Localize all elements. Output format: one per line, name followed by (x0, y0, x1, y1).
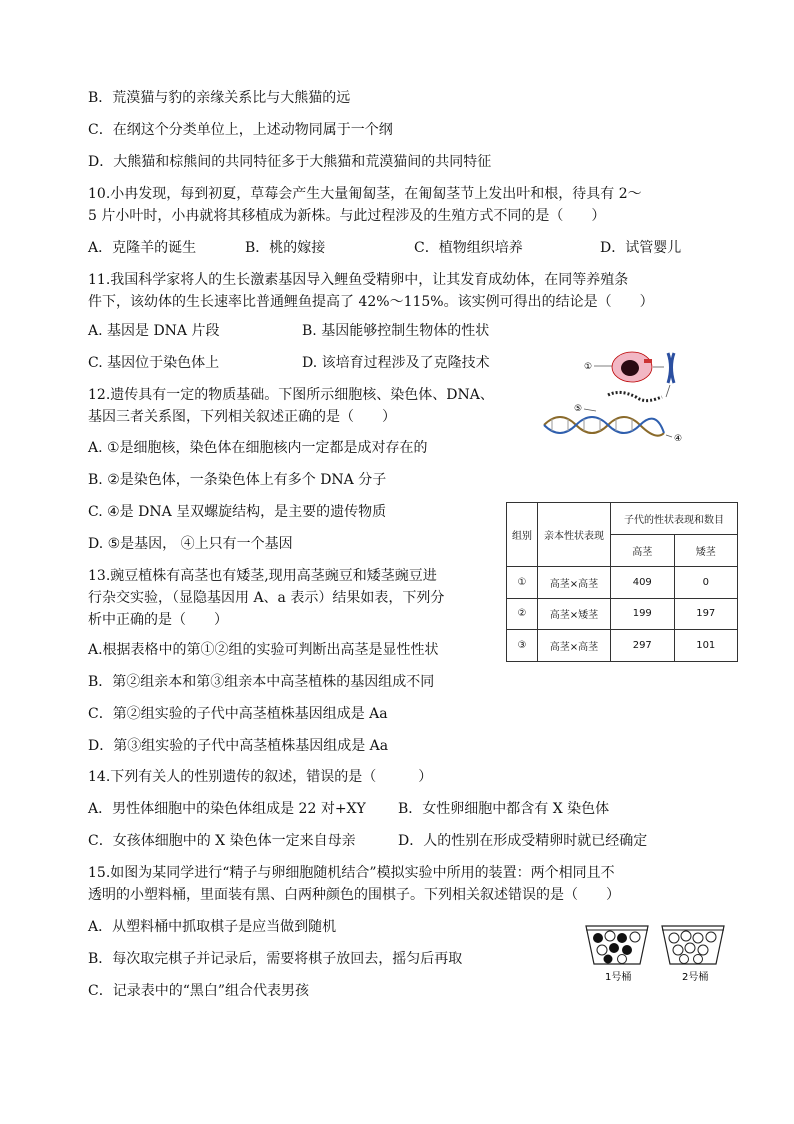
q15-buckets-diagram (580, 920, 730, 990)
q15-option-c: C．记录表中的“黑白”组合代表男孩 (88, 983, 310, 999)
q14-stem: 14.下列有关人的性别遗传的叙述，错误的是（ ） (88, 769, 433, 785)
q12-label-1: ① (584, 362, 593, 372)
q9-option-b: B．荒漠猫与豹的亲缘关系比与大熊猫的远 (88, 90, 351, 106)
q12-option-d: D. ⑤是基因， ④上只有一个基因 (88, 536, 293, 552)
q14-option-c: C．女孩体细胞中的 X 染色体一定来自母亲 (88, 833, 356, 849)
cell-group: ① (507, 567, 538, 599)
coiled-dna-shape (608, 392, 662, 400)
table-row (507, 598, 738, 630)
q11-option-a: A. 基因是 DNA 片段 (88, 323, 220, 339)
header-offspring: 子代的性状表现和数目 (611, 503, 738, 535)
q13-stem-line1: 13.豌豆植株有高茎也有矮茎,现用高茎豌豆和矮茎豌豆进 (88, 568, 437, 584)
q10-option-d: D．试管婴儿 (600, 240, 682, 256)
q12-option-b: B. ②是染色体，一条染色体上有多个 DNA 分子 (88, 472, 387, 488)
q14-option-d: D．人的性别在形成受精卵时就已经确定 (398, 833, 648, 849)
q13-option-a: A.根据表格中的第①②组的实验可判断出高茎是显性性状 (88, 642, 439, 658)
q12-stem-line2: 基因三者关系图，下列相关叙述正确的是（ ） (88, 409, 396, 425)
q13-results-table (506, 502, 738, 662)
cell-short: 197 (674, 598, 738, 630)
header-parents: 亲本性状表现 (538, 503, 611, 567)
cell-tall: 199 (611, 598, 675, 630)
cell-group: ② (507, 598, 538, 630)
q13-option-b: B．第②组亲本和第③组亲本中高茎植株的基因组成不同 (88, 674, 435, 690)
cell-short: 0 (674, 567, 738, 599)
q10-option-b: B．桃的嫁接 (245, 240, 326, 256)
q12-option-a: A. ①是细胞核，染色体在细胞核内一定都是成对存在的 (88, 440, 428, 456)
q11-stem-line2: 件下，该幼体的生长速率比普通鲤鱼提高了 42%～115%。该实例可得出的结论是（ ） (88, 294, 654, 310)
q11-stem-line1: 11.我国科学家将人的生长激素基因导入鲤鱼受精卵中，让其发育成幼体，在同等养殖条 (88, 272, 629, 288)
bucket-2-label: 2号桶 (682, 972, 709, 983)
q11-option-d: D. 该培育过程涉及了克隆技术 (302, 355, 490, 371)
q15-stem-line1: 15.如图为某同学进行“精子与卵细胞随机结合”模拟实验中所用的装置：两个相同且不 (88, 865, 615, 881)
header-group: 组别 (507, 503, 538, 567)
q12-stem-line1: 12.遗传具有一定的物质基础。下图所示细胞核、染色体、DNA、 (88, 387, 494, 403)
q10-option-a: A．克隆羊的诞生 (88, 240, 197, 256)
q12-diagram (540, 345, 710, 455)
header-tall: 高茎 (611, 535, 675, 567)
q13-stem-line3: 析中正确的是（ ） (88, 612, 228, 628)
cell-group: ③ (507, 630, 538, 662)
q11-option-c: C. 基因位于染色体上 (88, 355, 220, 371)
q10-stem-line2: 5 片小叶时，小冉就将其移植成为新株。与此过程涉及的生殖方式不同的是（ ） (88, 208, 606, 224)
nucleolus-shape (621, 360, 639, 376)
q10-stem-line1: 10.小冉发现，每到初夏，草莓会产生大量匍匐茎，在匍匐茎节上发出叶和根，待具有 2～ (88, 186, 642, 202)
q9-option-c: C．在纲这个分类单位上，上述动物同属于一个纲 (88, 122, 393, 138)
q13-option-c: C．第②组实验的子代中高茎植株基因组成是 Aa (88, 706, 388, 722)
q12-label-4: ④ (674, 434, 683, 444)
bucket-1 (586, 926, 648, 983)
q13-option-d: D．第③组实验的子代中高茎植株基因组成是 Aa (88, 738, 389, 754)
q15-option-b: B．每次取完棋子并记录后，需要将棋子放回去，摇匀后再取 (88, 951, 463, 967)
cell-short: 101 (674, 630, 738, 662)
cell-tall: 297 (611, 630, 675, 662)
q15-stem-line2: 透明的小塑料桶，里面装有黑、白两种颜色的围棋子。下列相关叙述错误的是（ ） (88, 887, 620, 903)
q11-option-b: B. 基因能够控制生物体的性状 (302, 323, 490, 339)
cell-parents: 高茎×高茎 (538, 567, 611, 599)
cell-parents: 高茎×高茎 (538, 630, 611, 662)
table-row (507, 630, 738, 662)
header-short: 矮茎 (674, 535, 738, 567)
table-row (507, 567, 738, 599)
cell-parents: 高茎×矮茎 (538, 598, 611, 630)
q9-option-d: D．大熊猫和棕熊间的共同特征多于大熊猫和荒漠猫间的共同特征 (88, 154, 492, 170)
q12-option-c: C. ④是 DNA 呈双螺旋结构，是主要的遗传物质 (88, 504, 387, 520)
q13-stem-line2: 行杂交实验，（显隐基因用 A、a 表示）结果如表，下列分 (88, 590, 445, 606)
q12-label-5: ⑤ (574, 404, 583, 414)
q15-option-a: A．从塑料桶中抓取棋子是应当做到随机 (88, 919, 337, 935)
q14-option-b: B．女性卵细胞中都含有 X 染色体 (398, 801, 610, 817)
q14-option-a: A．男性体细胞中的染色体组成是 22 对+XY (88, 801, 366, 817)
bucket-2 (662, 926, 724, 983)
chromosome-shape (668, 353, 674, 383)
q10-option-c: C．植物组织培养 (414, 240, 523, 256)
cell-tall: 409 (611, 567, 675, 599)
bucket-1-label: 1号桶 (605, 972, 632, 983)
